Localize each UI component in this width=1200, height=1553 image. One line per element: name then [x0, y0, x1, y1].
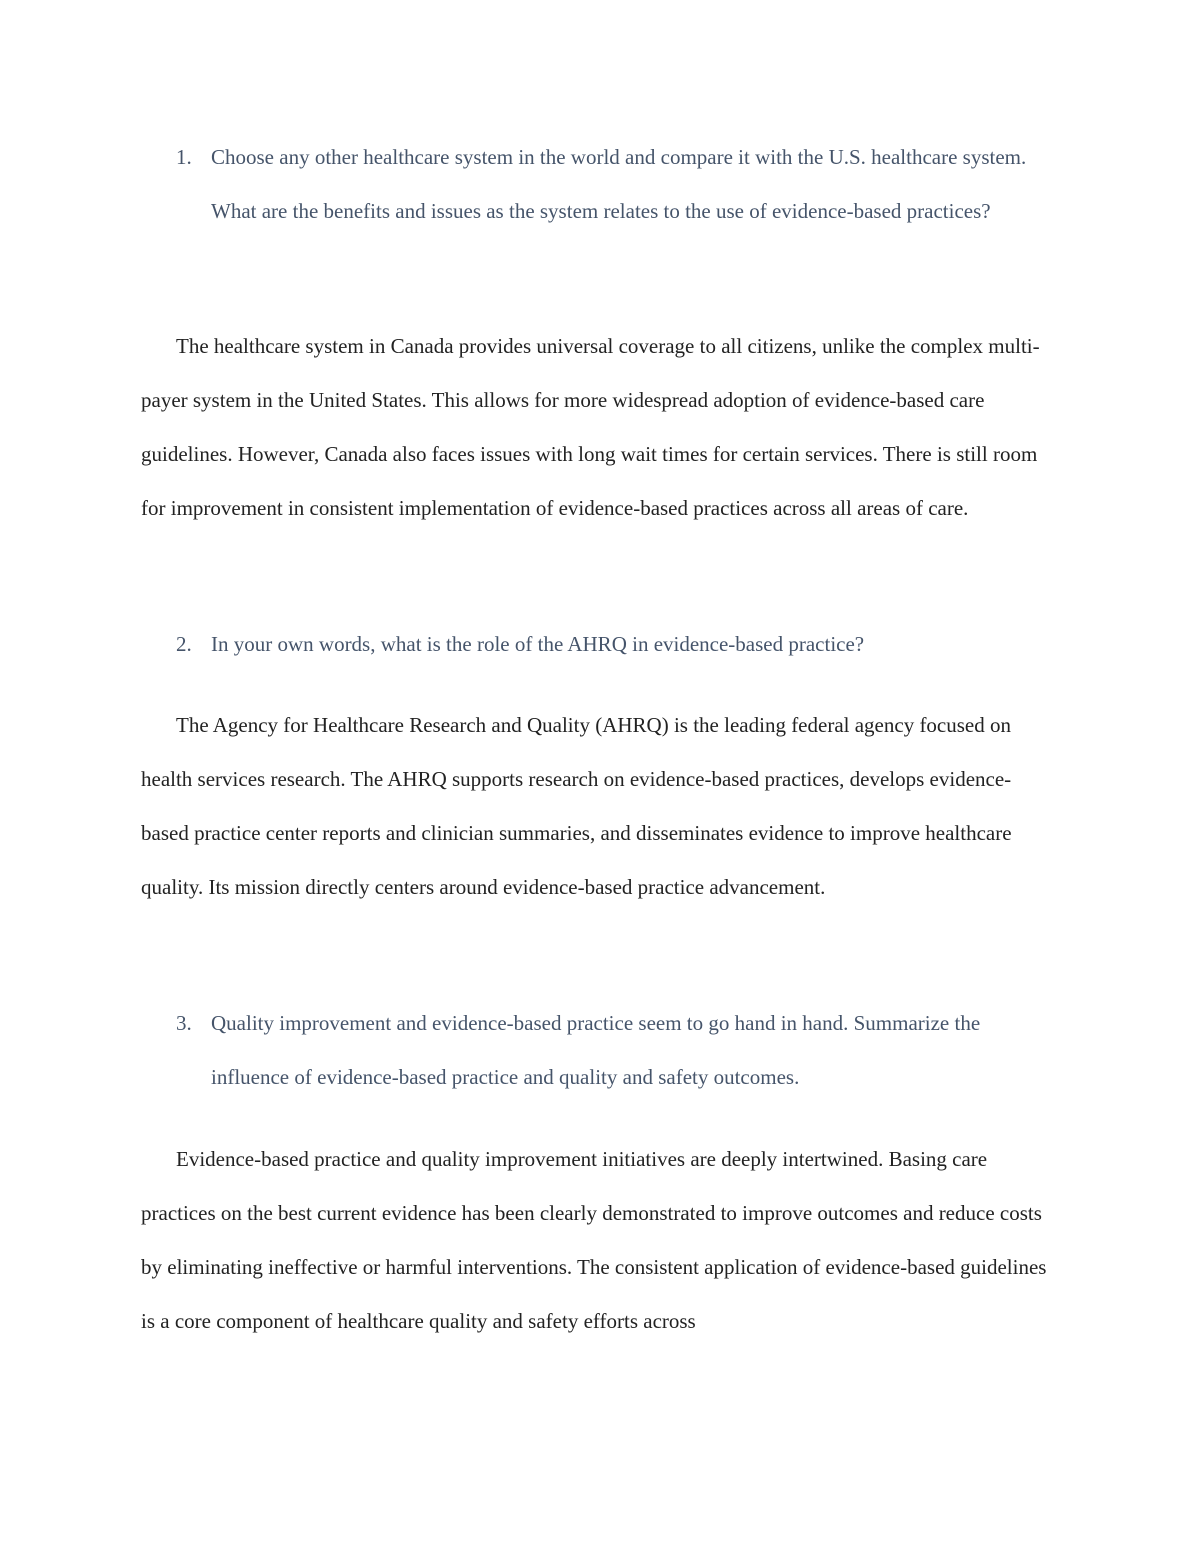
- question-1: [176, 130, 1056, 238]
- question-2-number: 2.: [176, 632, 192, 656]
- question-3-text: Quality improvement and evidence-based practice seem to go hand in hand. Summarize the influence of evidence-based practice and quality and safety outcomes.: [211, 1011, 981, 1089]
- question-1-number: 1.: [176, 145, 192, 169]
- answer-3-paragraph: Evidence-based practice and quality improvement initiatives are deeply intertwined. Basing care practices on the best current evidence has been clearly demonstrated to improve outcomes and reduce costs by eliminating ineffective or harmful interventions. The consistent application of evidence-based guidelines is a core component of healthcare quality and safety efforts across: [141, 1147, 1047, 1333]
- answer-1-paragraph: The healthcare system in Canada provides universal coverage to all citizens, unlike the complex multi-payer system in the United States. This allows for more widespread adoption of evidence-based care guidelines. However, Canada also faces issues with long wait times for certain services. There is still room for improvement in consistent implementation of evidence-based practices across all areas of care.: [141, 334, 1040, 520]
- question-2-text: In your own words, what is the role of the AHRQ in evidence-based practice?: [211, 632, 865, 656]
- question-1-text: Choose any other healthcare system in the world and compare it with the U.S. healthcare system. What are the benefits and issues as the system relates to the use of evidence-based practices?: [211, 145, 1027, 223]
- question-3: [176, 996, 1056, 1104]
- answer-2-paragraph: The Agency for Healthcare Research and Quality (AHRQ) is the leading federal agency focused on health services research. The AHRQ supports research on evidence-based practices, develops evidence-based practice center reports and clinician summaries, and disseminates evidence to improve healthcare quality. Its mission directly centers around evidence-based practice advancement.: [141, 713, 1012, 899]
- question-3-number: 3.: [176, 1011, 192, 1035]
- question-2: [176, 617, 1056, 671]
